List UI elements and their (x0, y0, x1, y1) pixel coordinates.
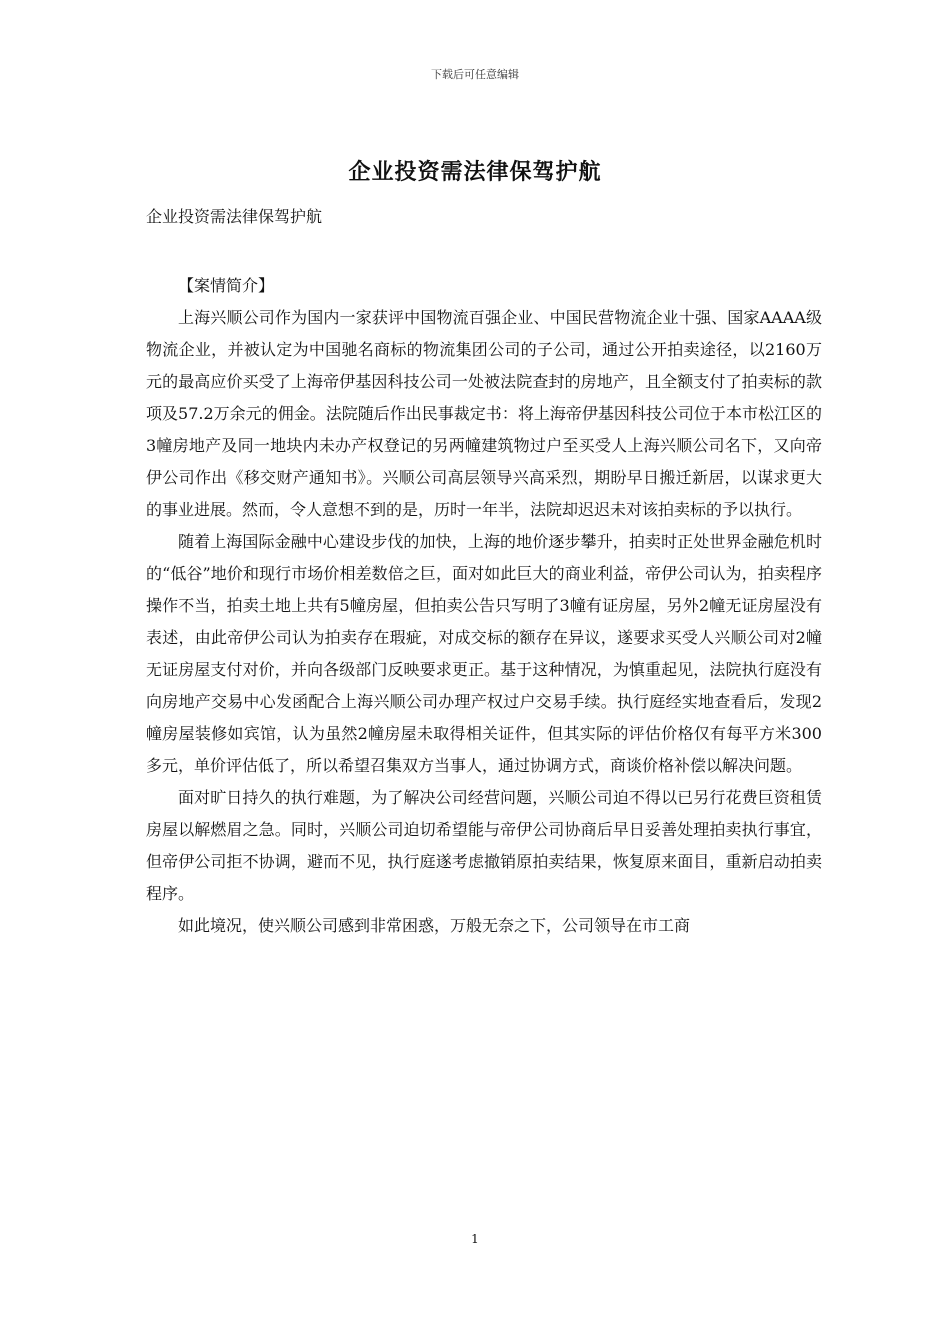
paragraph-4: 如此境况，使兴顺公司感到非常困惑，万般无奈之下，公司领导在市工商 (178, 916, 691, 935)
document-body (146, 270, 822, 942)
header-note: 下载后可任意编辑 (431, 68, 519, 81)
section-heading: 【案情简介】 (178, 276, 275, 295)
document-title: 企业投资需法律保驾护航 (348, 159, 602, 185)
paragraph-3: 面对旷日持久的执行难题，为了解决公司经营问题，兴顺公司迫不得以已另行花费巨资租赁房屋以解燃眉之急。同时，兴顺公司迫切希望能与帝伊公司协商后早日妥善处理拍卖执行事宜，但帝伊公司拒不协调，避而不见，执行庭遂考虑撤销原拍卖结果，恢复原来面目，重新启动拍卖程序。 (146, 788, 822, 903)
page-number: 1 (471, 1232, 479, 1246)
paragraph-1: 上海兴顺公司作为国内一家获评中国物流百强企业、中国民营物流企业十强、国家AAAA级物流企业，并被认定为中国驰名商标的物流集团公司的子公司，通过公开拍卖途径，以2160万元的最高应价买受了上海帝伊基因科技公司一处被法院查封的房地产，且全额支付了拍卖标的款项及57.2万余元的佣金。法院随后作出民事裁定书：将上海帝伊基因科技公司位于本市松江区的3幢房地产及同一地块内未办产权登记的另两幢建筑物过户至买受人上海兴顺公司名下，又向帝伊公司作出《移交财产通知书》。兴顺公司高层领导兴高采烈，期盼早日搬迁新居，以谋求更大的事业进展。然而，令人意想不到的是，历时一年半，法院却迟迟未对该拍卖标的予以执行。 (146, 308, 822, 519)
paragraph-2: 随着上海国际金融中心建设步伐的加快，上海的地价逐步攀升，拍卖时正处世界金融危机时的“低谷”地价和现行市场价相差数倍之巨，面对如此巨大的商业利益，帝伊公司认为，拍卖程序操作不当，拍卖土地上共有5幢房屋，但拍卖公告只写明了3幢有证房屋，另外2幢无证房屋没有表述，由此帝伊公司认为拍卖存在瑕疵，对成交标的额存在异议，遂要求买受人兴顺公司对2幢无证房屋支付对价，并向各级部门反映要求更正。基于这种情况，为慎重起见，法院执行庭没有向房地产交易中心发函配合上海兴顺公司办理产权过户交易手续。执行庭经实地查看后，发现2幢房屋装修如宾馆，认为虽然2幢房屋未取得相关证件，但其实际的评估价格仅有每平方米300多元，单价评估低了，所以希望召集双方当事人，通过协调方式，商谈价格补偿以解决问题。 (146, 532, 822, 775)
document-subtitle: 企业投资需法律保驾护航 (146, 207, 323, 226)
